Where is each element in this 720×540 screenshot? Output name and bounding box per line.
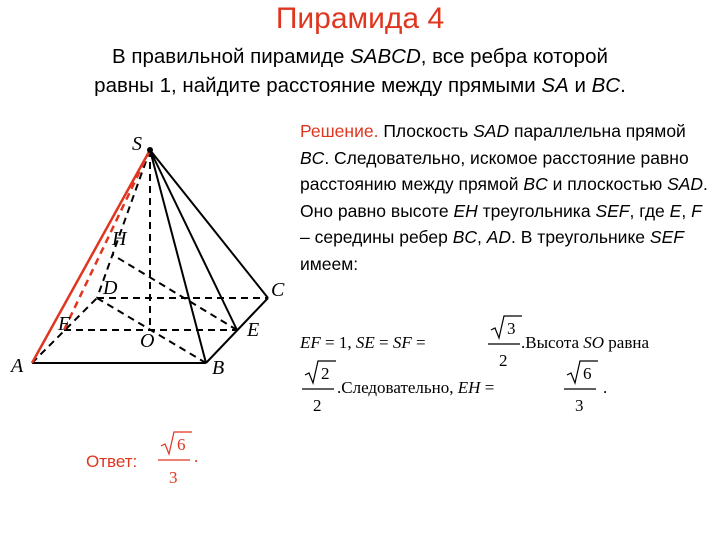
solution-text: . Следовательно, искомое расстояние равно расстоянию между прямой [300,147,689,194]
problem-text: SA [541,74,569,97]
formula-text: = [411,333,426,352]
formula-line-1 [300,333,426,353]
solution-text [300,118,710,277]
fraction-denominator: 2 [499,351,508,370]
formula-text: SO [583,333,605,352]
fraction-sqrt2-over-2 [300,357,340,417]
fraction-sqrt3-over-2 [486,312,526,372]
problem-text: , все ребра которой [420,45,608,68]
segment-SF [64,150,150,330]
fraction-sqrt6-over-3 [562,357,602,417]
solution-text: треугольника [477,200,596,221]
apex-dot [147,147,153,153]
label-H: H [112,228,127,250]
formula-text: EH [457,378,481,397]
solution-text: E [669,200,682,221]
label-B: B [212,357,225,379]
solution-text: SEF [649,227,684,247]
answer-period: . [194,447,199,466]
page-title: Пирамида 4 [275,2,445,35]
label-D: D [103,277,118,299]
solution-heading: Решение. [300,121,379,141]
formula-text: = [374,333,393,352]
fraction-numerator: 2 [321,364,330,383]
fraction-denominator: 3 [575,396,584,415]
solution-text: . Оно равно высоте [300,174,708,221]
solution-text: – середины ребер [300,227,453,247]
solution-text: EH [453,200,478,221]
solution-text: . В треугольнике [511,227,650,247]
formula-text: .Высота [521,333,584,352]
formula-end: . [603,378,608,397]
label-O: O [140,330,155,352]
problem-statement [20,42,700,100]
problem-text: равны 1, найдите расстояние между прямыми [94,74,542,97]
pyramid-diagram [0,120,300,380]
problem-text: BC [591,74,621,97]
edge-SB [150,150,206,363]
fraction-denominator: 2 [313,396,322,415]
solution-text: SEF [595,200,630,221]
answer-label: Ответ: [86,452,138,471]
solution-text: параллельна прямой [509,121,686,141]
solution-text: Плоскость [378,121,474,141]
label-E: E [247,319,260,341]
formula-text: .Следовательно, [337,378,458,397]
problem-text: . [620,74,626,97]
solution-text: BC [300,147,325,168]
formula-text: = 1, [320,333,356,352]
solution-text: BC [452,227,477,247]
formula-text: EF [300,333,321,352]
formula-text: SE [355,333,375,352]
label-F: F [58,313,71,335]
solution-text: BC [523,174,548,194]
fraction-numerator: 6 [583,364,592,383]
fraction-denominator: 3 [169,468,178,487]
formula-text: SF [392,333,412,352]
solution-text: F [691,200,702,221]
edge-SC [150,150,268,298]
segment-SD [97,150,150,298]
solution-text: , где [629,200,670,221]
edge-SA [32,150,150,363]
solution-text: SAD [667,174,704,194]
solution-text: AD [486,227,512,247]
formula-text: = [480,378,495,397]
solution-text: и плоскостью [547,174,668,194]
formula-line-2 [337,378,494,398]
problem-text: В правильной пирамиде [112,45,351,68]
solution-text: , [681,200,692,221]
problem-text: SABCD [350,45,421,68]
solution-text: имеем: [300,253,359,274]
label-S: S [132,133,142,155]
label-C: C [271,279,285,301]
solution-text: , [477,227,487,247]
fraction-numerator: 3 [507,319,516,338]
answer-fraction [156,428,216,490]
formula-line-1b [521,333,649,353]
problem-text: и [568,74,592,97]
label-A: A [11,355,24,377]
solution-text: SAD [473,121,510,141]
fraction-numerator: 6 [177,435,186,454]
formula-text: равна [604,333,650,352]
